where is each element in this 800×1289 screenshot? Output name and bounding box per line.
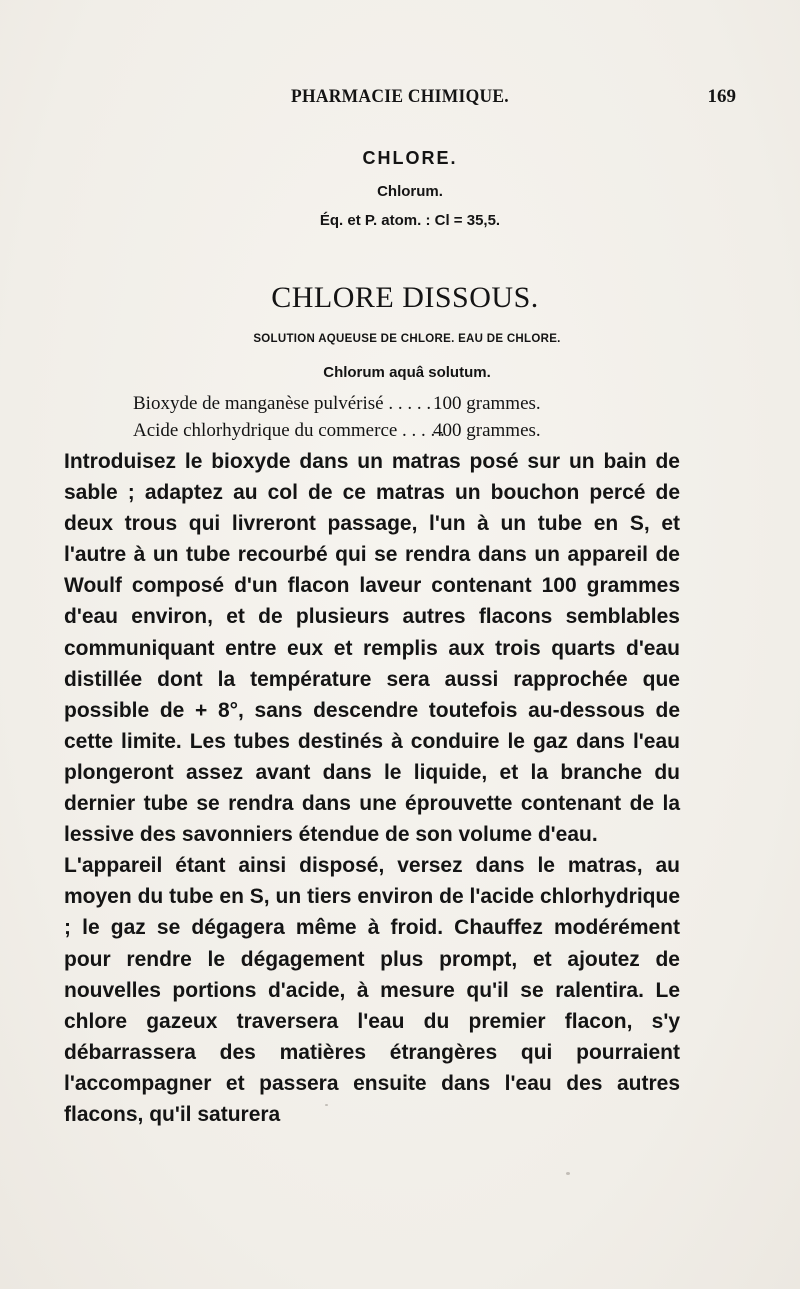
section-subtitle: SOLUTION AQUEUSE DE CHLORE. EAU DE CHLORE. (253, 333, 561, 345)
section-title: CHLORE DISSOUS. (271, 281, 539, 314)
paper-speck (566, 1172, 570, 1175)
paper-speck (325, 1104, 328, 1106)
page-number: 169 (707, 86, 736, 107)
paragraph: Introduisez le bioxyde dans un matras posé sur un bain de sable ; adaptez au col de ce matras un bouchon percé de deux trous qui livreront passage, l'un à un tube en S, et l'autre à un tube recourbé qui se rendra dans un appareil de Woulf composé d'un flacon laveur contenant 100 grammes d'eau environ, et de plusieurs autres flacons semblables communiquant entre eux et remplis aux trois quarts d'eau distillée dont la température sera aussi rapprochée que possible de + 8°, sans descendre toutefois au-dessous de cette limite. Les tubes destinés à conduire le gaz dans l'eau plongeront assez avant dans le liquide, et la branche du dernier tube se rendra dans une éprouvette contenant de la lessive des savonniers étendue de son volume d'eau. (64, 450, 680, 847)
recipe-row (133, 393, 441, 415)
recipe-quantity: 400 grammes. (433, 420, 541, 441)
heading-latin: Chlorum. (377, 183, 443, 200)
recipe-ingredient: Acide chlorhydrique du commerce . . . . . (133, 420, 445, 441)
running-title: PHARMACIE CHIMIQUE. (291, 86, 509, 107)
paragraph: L'appareil étant ainsi disposé, versez dans le matras, au moyen du tube en S, un tiers environ de l'acide chlorhydrique ; le gaz se dégagera même à froid. Chauffez modérément pour rendre le dégagement plus prompt, et ajoutez de nouvelles portions d'acide, à mesure qu'il se ralentira. Le chlore gazeux traversera l'eau du premier flacon, s'y débarrassera des matières étrangères qui pourraient l'accompagner et passera ensuite dans l'eau des autres flacons, qu'il saturera (64, 854, 680, 1126)
heading-title: CHLORE. (362, 148, 458, 168)
recipe-row (133, 420, 445, 442)
recipe-ingredient: Bioxyde de manganèse pulvérisé . . . . . . (133, 393, 441, 414)
body-text (64, 446, 680, 1130)
section-latin: Chlorum aquâ solutum. (323, 364, 491, 381)
running-head (0, 86, 800, 110)
recipe-quantity: 100 grammes. (433, 393, 541, 414)
heading-equivalent: Éq. et P. atom. : Cl = 35,5. (319, 212, 501, 229)
